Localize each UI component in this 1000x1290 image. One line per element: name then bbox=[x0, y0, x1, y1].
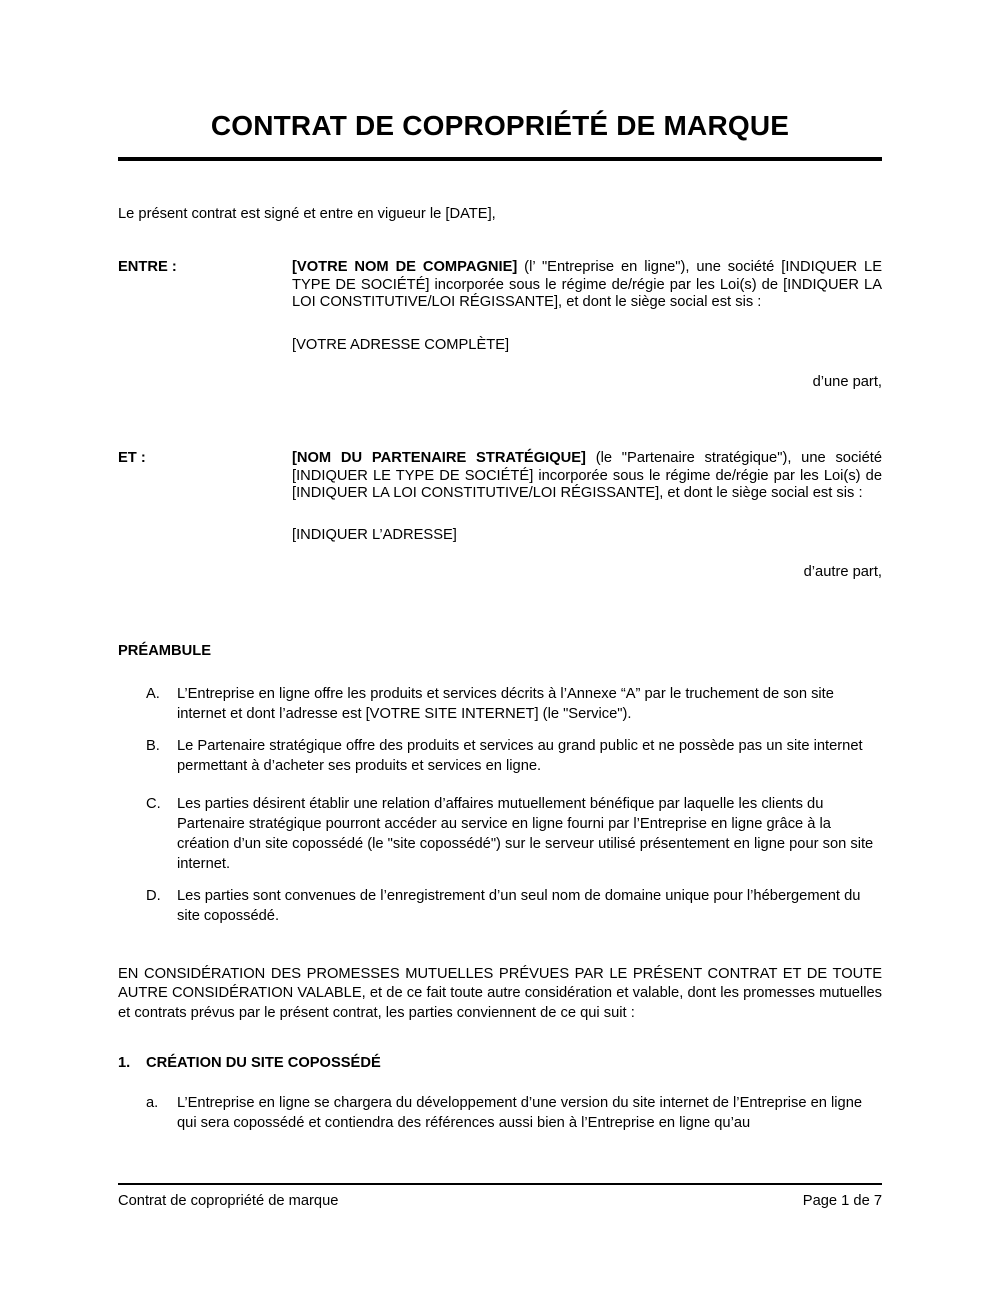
section-heading-text: CRÉATION DU SITE COPOSSÉDÉ bbox=[146, 1055, 381, 1072]
page-footer bbox=[118, 1183, 882, 1211]
party-label-et: ET : bbox=[118, 449, 146, 466]
item-letter: A. bbox=[146, 685, 160, 702]
party-paragraph-et bbox=[292, 450, 882, 503]
page-title: CONTRAT DE COPROPRIÉTÉ DE MARQUE bbox=[210, 110, 790, 141]
section-number: 1. bbox=[118, 1055, 131, 1072]
party-name-bold: [NOM DU PARTENAIRE STRATÉGIQUE] bbox=[292, 449, 586, 466]
footer-page-number: Page 1 de 7 bbox=[802, 1193, 882, 1209]
title-rule bbox=[118, 157, 882, 161]
preamble-heading: PRÉAMBULE bbox=[118, 642, 212, 659]
item-text: L’Entreprise en ligne se chargera du développement d’une version du site internet de l’Entreprise en ligne qui sera copossédé et contiendra des références aussi bien à l’Entreprise en ligne qu’au bbox=[177, 1094, 863, 1131]
item-text: Les parties désirent établir une relation d’affaires mutuellement bénéfique par laquelle les clients du Partenaire stratégique pourront accéder au service en ligne fourni par l’Entreprise en ligne grâce à la création d’un site copossédé (le "site copossédé") sur le serveur utilisé présentement en ligne pour son site internet. bbox=[177, 795, 874, 872]
item-text: L’Entreprise en ligne offre les produits et services décrits à l’Annexe “A” par le truchement de son site internet et dont l’adresse est [VOTRE SITE INTERNET] (le "Service"). bbox=[177, 685, 834, 722]
section-1-heading bbox=[118, 1055, 882, 1073]
party-part-et: d’autre part, bbox=[803, 564, 882, 581]
item-letter: D. bbox=[146, 887, 161, 904]
item-letter: B. bbox=[146, 737, 160, 754]
consideration-paragraph: EN CONSIDÉRATION DES PROMESSES MUTUELLES PRÉVUES PAR LE PRÉSENT CONTRAT ET DE TOUTE AUTRE CONSIDÉRATION VALABLE, et de ce fait toute autre considération et valable, dont les promesses mutuelles et contrats prévus par le présent contrat, les parties conviennent de ce qui suit : bbox=[118, 965, 882, 1021]
party-name-bold: [VOTRE NOM DE COMPAGNIE] bbox=[292, 259, 518, 275]
party-paragraph-entre bbox=[292, 259, 882, 312]
section-item bbox=[118, 1093, 882, 1133]
party-paragraph-text: (l’ "Entreprise en ligne"), une société [INDIQUER LE TYPE DE SOCIÉTÉ] incorporée sous le régime de/régie par les Loi(s) de [INDIQUER LA LOI CONSTITUTIVE/LOI RÉGISSANTE], et dont le siège social est sis : bbox=[292, 259, 883, 311]
item-text: Les parties sont convenues de l’enregistrement d’un seul nom de domaine unique pour l’hébergement du site copossédé. bbox=[177, 887, 861, 924]
party-paragraph-text: (le "Partenaire stratégique"), une société [INDIQUER LE TYPE DE SOCIÉTÉ] incorporée sous le régime de/régie par les Loi(s) de [INDIQUER LA LOI CONSTITUTIVE/LOI RÉGISSANTE], et dont le siège social est sis : bbox=[292, 449, 882, 502]
page-content bbox=[118, 0, 882, 1133]
item-letter: C. bbox=[146, 795, 161, 812]
preamble-item bbox=[118, 736, 882, 776]
party-label-entre: ENTRE : bbox=[118, 259, 177, 275]
preamble-item bbox=[118, 684, 882, 724]
footer-document-title: Contrat de copropriété de marque bbox=[118, 1193, 339, 1209]
preamble-item bbox=[118, 794, 882, 874]
item-text: Le Partenaire stratégique offre des produits et services au grand public et ne possède pas un site internet permettant à d’acheter ses produits et services en ligne. bbox=[177, 737, 863, 774]
party-address-entre: [VOTRE ADRESSE COMPLÈTE] bbox=[292, 336, 510, 353]
party-block-et bbox=[118, 450, 882, 503]
intro-paragraph: Le présent contrat est signé et entre en vigueur le [DATE], bbox=[118, 206, 496, 222]
party-block-entre bbox=[118, 259, 882, 312]
party-part-entre: d’une part, bbox=[812, 374, 882, 391]
item-letter: a. bbox=[146, 1094, 159, 1111]
party-address-et: [INDIQUER L’ADRESSE] bbox=[292, 526, 457, 543]
preamble-item bbox=[118, 886, 882, 926]
